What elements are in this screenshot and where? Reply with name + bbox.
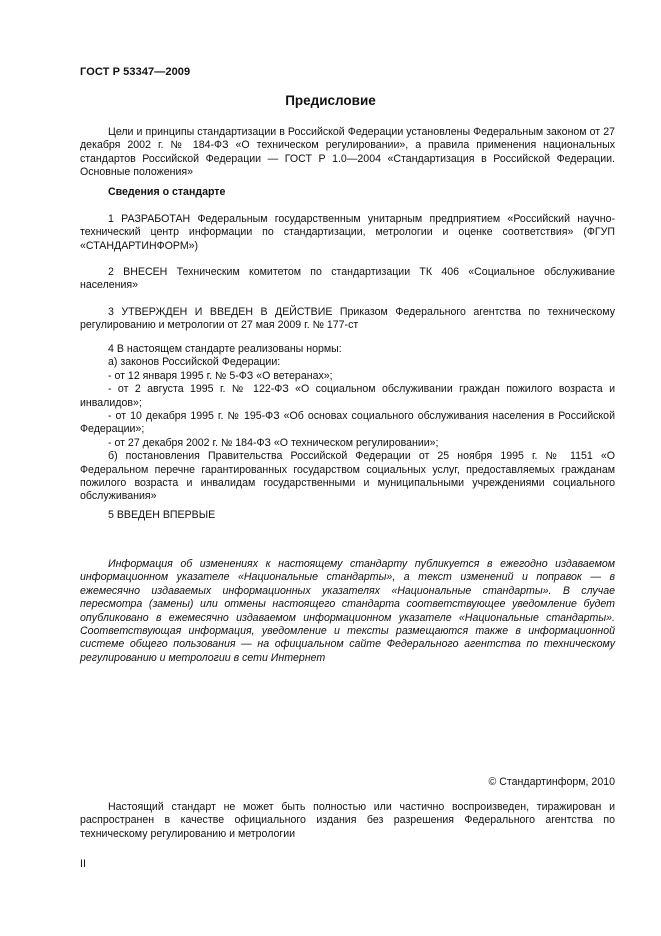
item-1-text: 1 РАЗРАБОТАН Федеральным государственным унитарным предприятием «Российский научно-технический центр информации по стандартизации, метрологии и оценке соответствия» (ФГУП «СТАНДАРТИНФОРМ») — [80, 213, 615, 252]
item-4-a: а) законов Российской Федерации: — [108, 356, 281, 369]
notice-paragraph — [80, 558, 615, 665]
item-4-b: б) постановления Правительства Российской Федерации от 25 ноября 1995 г. № 1151 «О Федеральном перечне гарантированных государством социальных услуг, предоставляемых гражданам пожилого возраста и инвалидам государственными и муниципальными учреждениями социального обслуживания» — [80, 450, 615, 503]
copyright-line: © Стандартинформ, 2010 — [488, 776, 615, 788]
item-5-text: 5 ВВЕДЕН ВПЕРВЫЕ — [108, 509, 216, 521]
reproduction-paragraph — [80, 801, 615, 841]
info-heading-block — [80, 186, 615, 199]
item-1 — [80, 213, 615, 253]
item-3-text: 3 УТВЕРЖДЕН И ВВЕДЕН В ДЕЙСТВИЕ Приказом Федерального агентства по техническому регулированию и метрологии от 27 мая 2009 г. № 177-ст — [80, 306, 615, 332]
item-2 — [80, 266, 615, 293]
page-title: Предисловие — [285, 93, 376, 108]
item-3 — [80, 306, 615, 333]
item-2-text: 2 ВНЕСЕН Техническим комитетом по стандартизации ТК 406 «Социальное обслуживание населения» — [80, 266, 615, 292]
reproduction-text: Настоящий стандарт не может быть полностью или частично воспроизведен, тиражирован и распространен в качестве официального издания без разрешения Федерального агентства по техническому регулированию и метрологии — [80, 801, 615, 840]
document-code-header: ГОСТ Р 53347—2009 — [80, 66, 191, 78]
law-item: - от 10 декабря 1995 г. № 195-ФЗ «Об основах социального обслуживания населения в Российской Федерации»; — [80, 410, 615, 436]
item-4-lead: 4 В настоящем стандарте реализованы нормы: — [108, 343, 342, 355]
law-item: - от 27 декабря 2002 г. № 184-ФЗ «О техническом регулировании»; — [108, 436, 439, 449]
page-number: II — [80, 858, 86, 870]
law-item: - от 2 августа 1995 г. № 122-ФЗ «О социальном обслуживании граждан пожилого возраста и инвалидов»; — [80, 383, 615, 409]
item-4 — [80, 343, 615, 504]
info-heading: Сведения о стандарте — [108, 186, 226, 198]
intro-paragraph — [80, 126, 615, 180]
intro-text: Цели и принципы стандартизации в Российской Федерации установлены Федеральным законом от 27 декабря 2002 г. № 184-ФЗ «О техническом регулировании», а правила применения национальных стандартов Российской Федерации — ГОСТ Р 1.0—2004 «Стандартизация в Российской Федерации. Основные положения» — [80, 126, 615, 179]
item-5 — [80, 509, 615, 522]
law-item: - от 12 января 1995 г. № 5-ФЗ «О ветеранах»; — [108, 369, 333, 382]
notice-text: Информация об изменениях к настоящему стандарту публикуется в ежегодно издаваемом информационном указателе «Национальные стандарты», а текст изменений и поправок — в ежемесячно издаваемых информационных указателях «Национальные стандарты». В случае пересмотра (замены) или отмены настоящего стандарта соответствующее уведомление будет опубликовано в ежемесячно издаваемом информационном указателе «Национальные стандарты». Соответствующая информация, уведомление и тексты размещаются также в информационной системе общего пользования — на официальном сайте Федерального агентства по техническому регулированию и метрологии в сети Интернет — [80, 558, 615, 664]
